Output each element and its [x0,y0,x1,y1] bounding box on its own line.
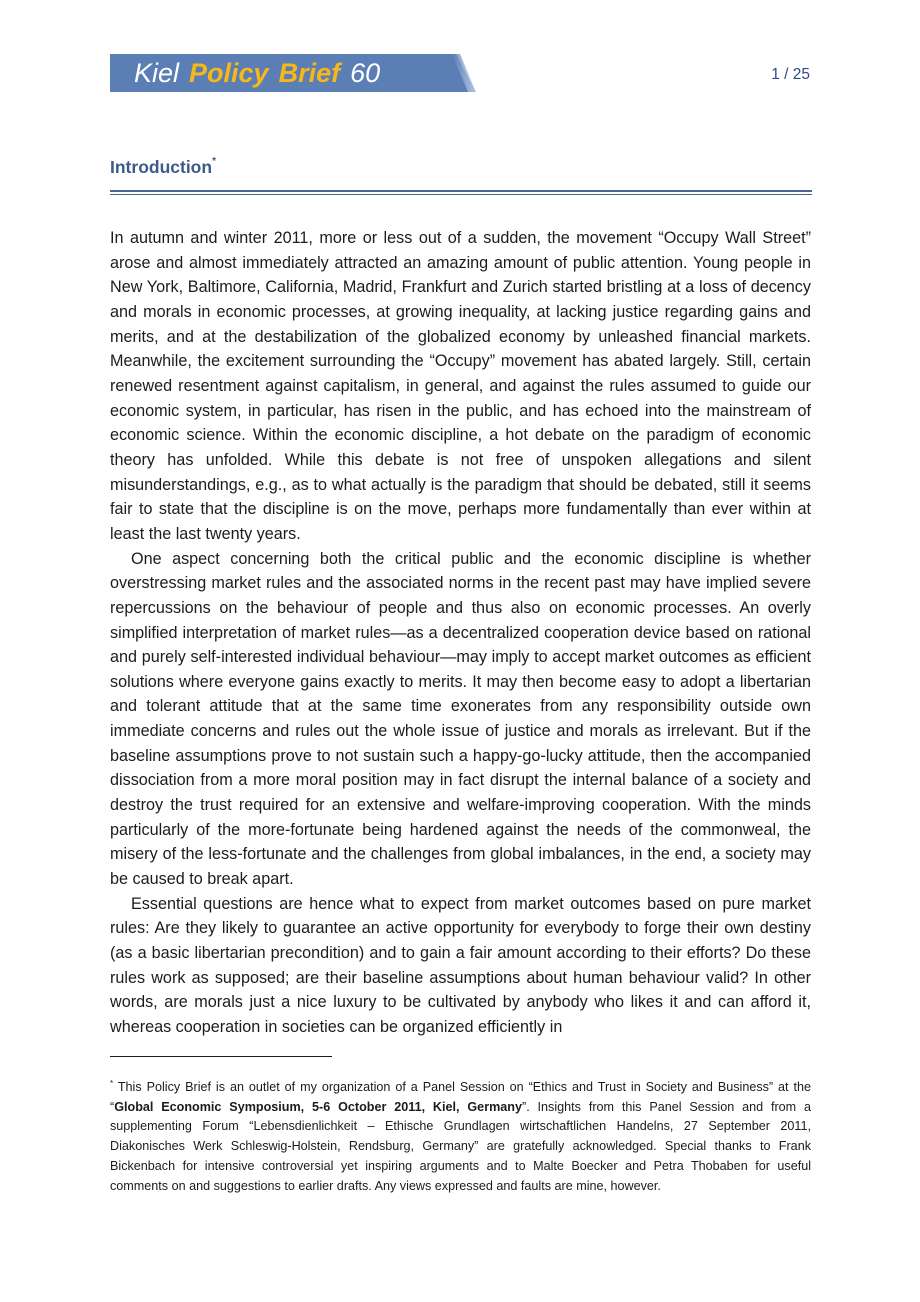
series-number: 60 [350,58,381,88]
series-banner [110,54,476,92]
footnote-marker: * [110,1079,114,1088]
body-text [110,226,811,1040]
footnote [110,1074,811,1196]
series-title [134,57,390,89]
section-heading [110,156,216,178]
footnote-separator [110,1056,332,1057]
footnote-text-start: This Policy Brief is an outlet of my organization of a Panel Session on “Ethics and Trust in Society and Business” at the “ [110,1080,811,1114]
footnote-reference[interactable]: * [212,156,216,167]
series-word-policy: Policy [189,58,269,88]
section-title: Introduction [110,157,213,177]
heading-rule-thick [110,190,812,192]
heading-rule-thin [110,194,812,195]
paragraph-3: Essential questions are hence what to expect from market outcomes based on pure market rules: Are they likely to guarantee an active opportunity for everybody to forge their own destiny (as a basic libertarian precondition) and to gain a fair amount according to their efforts? Do these rules work as supposed; are their baseline assumptions about human behaviour valid? In other words, are morals just a nice luxury to be cultivated by anybody who likes it and can afford it, whereas cooperation in societies can be organized efficiently in [110,894,811,1036]
series-word-brief: Brief [278,58,341,88]
series-word-kiel: Kiel [134,58,180,88]
paragraph-2: One aspect concerning both the critical public and the economic discipline is whether overstressing market rules and the associated norms in the recent past may have implied severe repercussions on the behaviour of people and thus also on economic processes. An overly simplified interpretation of market rules—as a decentralized cooperation device based on rational and purely self-interested individual behaviour—may imply to accept market outcomes as efficient solutions where everyone gains exactly to merits. It may then become easy to adopt a libertarian and tolerant attitude that at the same time exonerates from any responsibility outside own immediate concerns and rules out the whole issue of justice and morals as irrelevant. But if the baseline assumptions prove to not sustain such a happy-go-lucky attitude, then the accompanied dissociation from a more moral position may in fact disrupt the internal balance of a society and destroy the trust required for an extensive and welfare-improving cooperation. With the minds particularly of the more-fortunate being hardened against the needs of the commonweal, the misery of the less-fortunate and the challenges from global imbalances, in the end, a society may be caused to break apart. [110,549,811,889]
footnote-event-name: Global Economic Symposium, 5-6 October 2011, Kiel, Germany [114,1099,522,1114]
paragraph-1: In autumn and winter 2011, more or less out of a sudden, the movement “Occupy Wall Street” arose and almost immediately attracted an amazing amount of public attention. Young people in New York, Baltimore, California, Madrid, Frankfurt and Zurich started bristling at a loss of decency and morals in economic processes, at growing inequality, at lacking justice regarding gains and merits, and at the destabilization of the globalized economy by unleashed financial markets. Meanwhile, the excitement surrounding the “Occupy” movement has abated largely. Still, certain renewed resentment against capitalism, in general, and against the rules assumed to guide our economic system, in particular, has risen in the public, and has echoed into the mainstream of economic science. Within the economic discipline, a hot debate on the paradigm of economic theory has unfolded. While this debate is not free of unspoken allegations and silent misunderstandings, e.g., as to what actually is the paradigm that should be debated, still it seems fair to state that the discipline is on the move, perhaps more fundamentally than ever within at least the last twenty years. [110,229,811,543]
page-indicator: 1 / 25 [771,66,810,83]
footnote-text-end: ”. Insights from this Panel Session and from a supplementing Forum “Lebensdienlichkeit – Ethische Grundlagen wirtschaftlichen Handelns, 27 September 2011, Diakonisches Werk Schleswig-Holstein, Rendsburg, Germany” are gratefully acknowledged. Special thanks to Frank Bickenbach for intensive controversial yet inspiring arguments and to Malte Boecker and Petra Thobaben for useful comments on and suggestions to earlier drafts. Any views expressed and faults are mine, however. [110,1099,811,1193]
